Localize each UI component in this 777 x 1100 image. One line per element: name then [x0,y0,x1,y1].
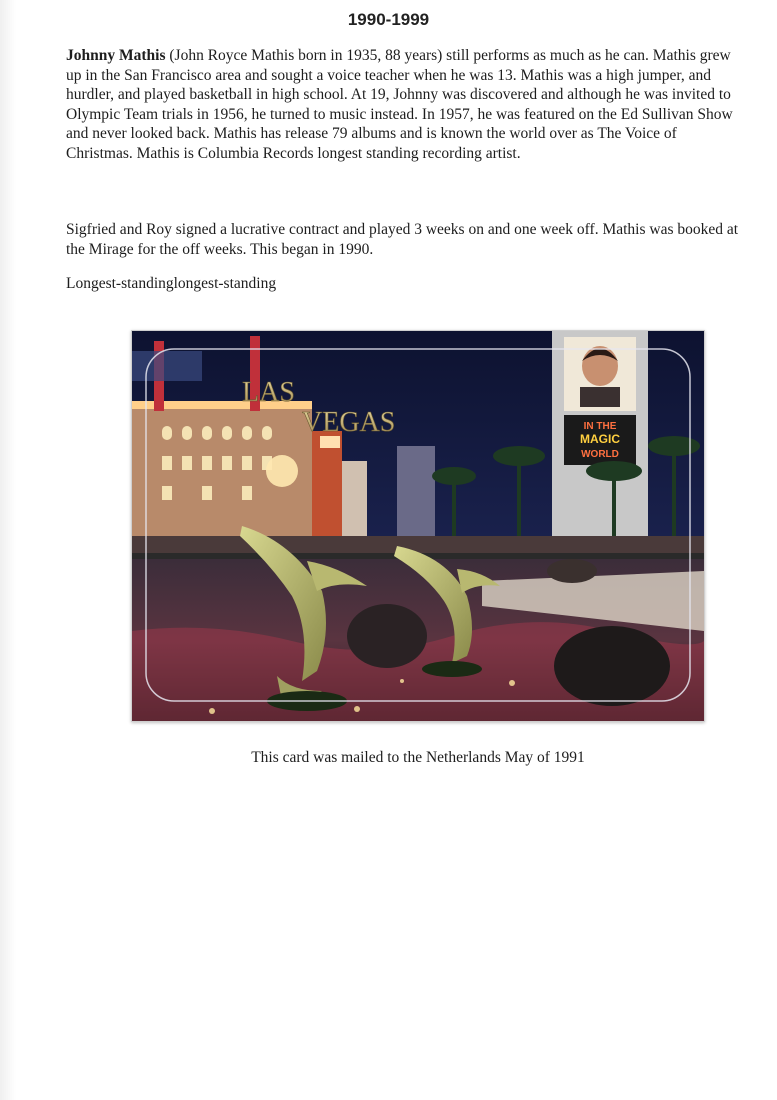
bio-text: (John Royce Mathis born in 1935, 88 years) still performs as much as he can. Mathis grew up in the San Francisco area and sought a voice teacher when he was 13. Mathis was a high jumper, and hurdler, and played basketball in high school. At 19, Johnny was discovered and although he was invited to Olympic Team trials in 1956, he turned to music instead. In 1957, he was featured on the Ed Sullivan Show and never looked back. Mathis has release 79 albums and is known the world over as The Voice of Christmas. Mathis is Columbia Records longest standing recording artist. [66,47,733,162]
marquee-text-3: WORLD [581,449,619,460]
postcard-title-vegas: VEGAS [302,407,396,438]
postcard-caption: This card was mailed to the Netherlands May of 1991 [251,749,585,766]
marquee-text-1: IN THE [583,421,617,432]
page-title: 1990-1999 [347,10,430,29]
bio-name: Johnny Mathis [66,47,166,64]
page-edge [0,0,16,1100]
contract-paragraph: Sigfried and Roy signed a lucrative contract and played 3 weeks on and one week off. Mathis was booked at the Mirage for the off weeks. This began in 1990. [66,221,739,258]
las-vegas-postcard [131,330,705,722]
longest-standing-note: Longest-standinglongest-standing [66,275,277,292]
bio-paragraph [66,46,746,163]
postcard-title-las: LAS [242,377,295,408]
marquee-text-2: MAGIC [580,432,620,446]
postcard-image [132,331,704,721]
